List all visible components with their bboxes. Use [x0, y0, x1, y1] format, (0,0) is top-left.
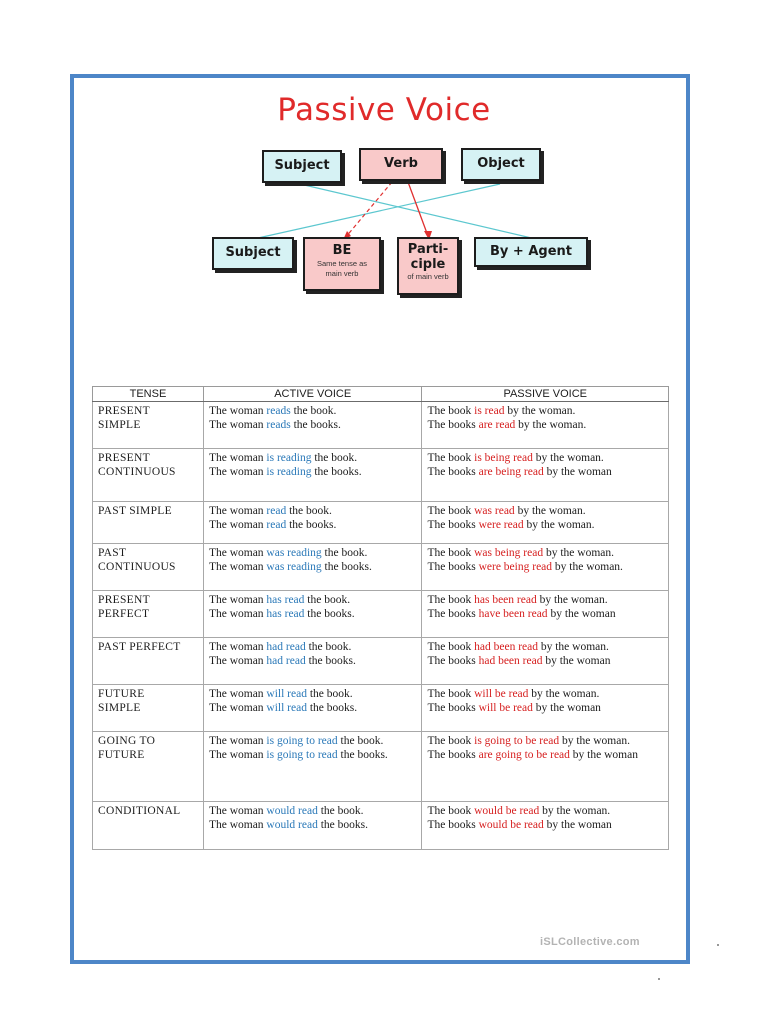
sentence-text: by the woman	[532, 702, 601, 714]
tense-label: FUTURE	[98, 749, 145, 761]
tense-cell	[93, 544, 204, 591]
passive-verb-highlight: had been read	[478, 655, 543, 667]
passive-voice-cell	[422, 685, 669, 732]
sentence-text: the book.	[305, 641, 352, 653]
table-row	[93, 685, 669, 732]
sentence-text: the book.	[321, 547, 368, 559]
sentence-text: The woman	[208, 688, 267, 700]
sentence-text: by the woman.	[559, 735, 630, 747]
tense-cell	[93, 502, 204, 544]
tense-label: PRESENT	[98, 452, 150, 464]
passive-verb-highlight: will be read	[478, 702, 533, 714]
active-verb-highlight: is reading	[266, 452, 312, 464]
table-row	[93, 402, 669, 449]
passive-sentence	[427, 593, 664, 607]
active-verb-highlight: had read	[266, 641, 306, 653]
sentence-text: The book	[427, 735, 475, 747]
sentence-text: by the woman.	[514, 505, 586, 517]
verb-label: Verb	[384, 156, 418, 171]
sentence-text: by the woman.	[536, 594, 608, 606]
active-voice-cell	[203, 802, 422, 850]
tense-table	[92, 386, 669, 850]
passive-verb-highlight: will be read	[474, 688, 529, 700]
sentence-text: the book.	[306, 688, 353, 700]
watermark: iSLCollective.com	[540, 936, 640, 948]
passive-sentence	[427, 607, 664, 621]
active-sentence	[209, 818, 418, 832]
active-verb-highlight: will read	[266, 688, 307, 700]
tense-label: PAST	[98, 547, 127, 559]
sentence-text: The book	[427, 805, 475, 817]
passive-verb-highlight: would be read	[478, 819, 544, 831]
passive-sentence	[427, 640, 664, 654]
passive-voice-cell	[422, 502, 669, 544]
sentence-text: The books	[427, 561, 479, 573]
sentence-text: the books.	[305, 655, 356, 667]
tense-cell	[93, 591, 204, 638]
passive-sentence	[427, 451, 664, 465]
passive-verb-highlight: has been read	[474, 594, 537, 606]
passive-verb-highlight: were being read	[478, 561, 553, 573]
sentence-text: by the woman.	[543, 547, 615, 559]
active-sentence	[209, 607, 418, 621]
tense-label: PERFECT	[98, 608, 150, 620]
active-voice-cell	[203, 638, 422, 685]
table-row	[93, 591, 669, 638]
active-sentence	[209, 404, 418, 418]
passive-subject-label: Subject	[225, 245, 281, 260]
sentence-text: The woman	[208, 547, 267, 559]
tense-label: PRESENT	[98, 405, 150, 417]
passive-verb-highlight: are being read	[478, 466, 544, 478]
sentence-text: the book.	[286, 505, 332, 517]
passive-voice-cell	[422, 638, 669, 685]
table-row	[93, 802, 669, 850]
sentence-text: The books	[427, 419, 479, 431]
tense-cell	[93, 732, 204, 802]
verb-box	[359, 148, 443, 181]
active-verb-highlight: will read	[266, 702, 307, 714]
sentence-text: The woman	[208, 819, 267, 831]
sentence-text: The woman	[208, 655, 267, 667]
active-voice-cell	[203, 544, 422, 591]
active-verb-highlight: has read	[266, 594, 305, 606]
table-row	[93, 732, 669, 802]
active-verb-highlight: read	[266, 519, 287, 531]
sentence-text: The book	[427, 405, 475, 417]
agent-label: By + Agent	[490, 244, 572, 259]
passive-sentence	[427, 418, 664, 432]
sentence-text: the book.	[317, 805, 364, 817]
sentence-text: The woman	[208, 419, 267, 431]
active-sentence	[209, 560, 418, 574]
sentence-text: The books	[427, 466, 479, 478]
passive-sentence	[427, 546, 664, 560]
passive-sentence	[427, 748, 664, 762]
active-sentence	[209, 640, 418, 654]
participle-label-line2: ciple	[410, 257, 446, 272]
passive-sentence	[427, 504, 664, 518]
passive-voice-cell	[422, 732, 669, 802]
active-verb-highlight: would read	[266, 805, 318, 817]
passive-sentence	[427, 804, 664, 818]
corner-dot	[717, 944, 719, 946]
passive-sentence	[427, 734, 664, 748]
active-verb-highlight: was reading	[266, 561, 322, 573]
passive-sentence	[427, 654, 664, 668]
tense-label: PRESENT	[98, 594, 150, 606]
sentence-text: The woman	[208, 505, 267, 517]
sentence-text: The woman	[208, 735, 267, 747]
sentence-text: by the woman.	[504, 405, 576, 417]
sentence-text: the book.	[337, 735, 384, 747]
active-sentence	[209, 593, 418, 607]
passive-verb-highlight: was being read	[474, 547, 544, 559]
active-voice-cell	[203, 449, 422, 502]
passive-verb-highlight: were read	[478, 519, 524, 531]
sentence-text: The woman	[208, 608, 267, 620]
tense-label: SIMPLE	[98, 702, 141, 714]
active-verb-highlight: read	[266, 505, 287, 517]
sentence-text: the book.	[304, 594, 351, 606]
active-verb-highlight: is going to read	[266, 735, 338, 747]
sentence-text: the books.	[290, 419, 341, 431]
active-sentence	[209, 518, 418, 532]
tense-label: FUTURE	[98, 688, 145, 700]
sentence-text: by the woman.	[523, 519, 595, 531]
sentence-text: The woman	[208, 805, 267, 817]
active-sentence	[209, 748, 418, 762]
passive-voice-cell	[422, 449, 669, 502]
active-sentence	[209, 451, 418, 465]
passive-sentence	[427, 560, 664, 574]
sentence-text: by the woman.	[532, 452, 604, 464]
sentence-text: the books.	[317, 819, 368, 831]
be-label: BE	[332, 243, 352, 258]
passive-verb-highlight: is read	[474, 405, 505, 417]
header-active-voice: ACTIVE VOICE	[203, 387, 422, 402]
active-sentence	[209, 734, 418, 748]
sentence-text: the books.	[304, 608, 355, 620]
tense-label: CONTINUOUS	[98, 466, 176, 478]
tense-cell	[93, 402, 204, 449]
sentence-text: The woman	[208, 561, 267, 573]
sentence-text: The books	[427, 655, 479, 667]
sentence-text: the books.	[286, 519, 337, 531]
passive-voice-cell	[422, 544, 669, 591]
sentence-text: the book.	[290, 405, 337, 417]
passive-verb-highlight: are read	[478, 419, 516, 431]
sentence-text: The books	[427, 608, 479, 620]
sentence-text: The woman	[208, 466, 267, 478]
passive-verb-highlight: is going to be read	[474, 735, 560, 747]
active-verb-highlight: was reading	[266, 547, 322, 559]
passive-voice-cell	[422, 591, 669, 638]
subject-label: Subject	[274, 158, 330, 173]
sentence-text: by the woman	[569, 749, 638, 761]
table-row	[93, 502, 669, 544]
sentence-text: by the woman	[543, 819, 612, 831]
passive-sentence	[427, 701, 664, 715]
agent-box	[474, 237, 588, 267]
sentence-text: The woman	[208, 452, 267, 464]
active-verb-highlight: would read	[266, 819, 318, 831]
tense-cell	[93, 638, 204, 685]
passive-sentence	[427, 518, 664, 532]
subject-box	[262, 150, 342, 183]
participle-note: of main verb	[407, 272, 449, 281]
sentence-text: The book	[427, 452, 475, 464]
active-sentence	[209, 654, 418, 668]
sentence-text: The woman	[208, 519, 267, 531]
sentence-text: The book	[427, 688, 475, 700]
active-voice-cell	[203, 685, 422, 732]
sentence-text: by the woman.	[539, 805, 611, 817]
sentence-text: The books	[427, 819, 479, 831]
tense-label: CONTINUOUS	[98, 561, 176, 573]
active-voice-cell	[203, 402, 422, 449]
active-sentence	[209, 546, 418, 560]
active-verb-highlight: has read	[266, 608, 305, 620]
table-row	[93, 638, 669, 685]
active-voice-cell	[203, 591, 422, 638]
active-verb-highlight: reads	[266, 405, 291, 417]
sentence-text: by the woman	[542, 655, 611, 667]
table-row	[93, 544, 669, 591]
page-title: Passive Voice	[277, 92, 491, 128]
sentence-text: the book.	[311, 452, 358, 464]
active-verb-highlight: is going to read	[266, 749, 338, 761]
sentence-text: The books	[427, 702, 479, 714]
table-row	[93, 449, 669, 502]
active-sentence	[209, 418, 418, 432]
active-sentence	[209, 804, 418, 818]
sentence-text: The book	[427, 547, 475, 559]
tense-cell	[93, 802, 204, 850]
tense-cell	[93, 449, 204, 502]
passive-subject-box	[212, 237, 294, 270]
tense-label: GOING TO	[98, 735, 156, 747]
passive-verb-highlight: is being read	[474, 452, 533, 464]
active-voice-cell	[203, 502, 422, 544]
sentence-text: the books.	[306, 702, 358, 714]
be-box	[303, 237, 381, 291]
sentence-text: the books.	[321, 561, 372, 573]
passive-verb-highlight: had been read	[474, 641, 538, 653]
active-sentence	[209, 465, 418, 479]
sentence-text: by the woman.	[537, 641, 609, 653]
sentence-text: by the woman.	[528, 688, 600, 700]
corner-dot	[658, 978, 660, 980]
sentence-text: the books.	[337, 749, 388, 761]
passive-sentence	[427, 404, 664, 418]
header-passive-voice: PASSIVE VOICE	[422, 387, 669, 402]
sentence-text: The woman	[208, 641, 267, 653]
passive-voice-cell	[422, 802, 669, 850]
tense-label: PAST SIMPLE	[98, 505, 172, 517]
active-voice-cell	[203, 732, 422, 802]
sentence-text: The books	[427, 749, 479, 761]
active-verb-highlight: had read	[266, 655, 306, 667]
tense-label: PAST PERFECT	[98, 641, 181, 653]
object-label: Object	[477, 156, 525, 171]
sentence-text: by the woman	[547, 608, 616, 620]
sentence-text: by the woman	[543, 466, 612, 478]
active-verb-highlight: is reading	[266, 466, 312, 478]
active-sentence	[209, 701, 418, 715]
be-note: Same tense as main verb	[316, 259, 368, 278]
table-header-row	[93, 387, 669, 402]
header-tense: TENSE	[93, 387, 204, 402]
sentence-text: The book	[427, 641, 475, 653]
passive-sentence	[427, 465, 664, 479]
sentence-text: The woman	[208, 749, 267, 761]
sentence-text: The book	[427, 594, 475, 606]
passive-voice-cell	[422, 402, 669, 449]
passive-sentence	[427, 687, 664, 701]
sentence-text: by the woman.	[515, 419, 587, 431]
tense-label: SIMPLE	[98, 419, 141, 431]
object-box	[461, 148, 541, 181]
passive-verb-highlight: was read	[474, 505, 515, 517]
passive-verb-highlight: are going to be read	[478, 749, 570, 761]
active-verb-highlight: reads	[266, 419, 291, 431]
sentence-text: The woman	[208, 594, 267, 606]
sentence-text: The book	[427, 505, 475, 517]
sentence-text: the books.	[311, 466, 362, 478]
sentence-text: by the woman.	[552, 561, 623, 573]
active-sentence	[209, 687, 418, 701]
sentence-text: The woman	[208, 405, 267, 417]
participle-box	[397, 237, 459, 295]
participle-label-line1: Parti-	[407, 242, 449, 257]
sentence-text: The woman	[208, 702, 267, 714]
tense-cell	[93, 685, 204, 732]
tense-label: CONDITIONAL	[98, 805, 181, 817]
passive-verb-highlight: have been read	[478, 608, 548, 620]
passive-sentence	[427, 818, 664, 832]
passive-verb-highlight: would be read	[474, 805, 540, 817]
active-sentence	[209, 504, 418, 518]
sentence-text: The books	[427, 519, 479, 531]
